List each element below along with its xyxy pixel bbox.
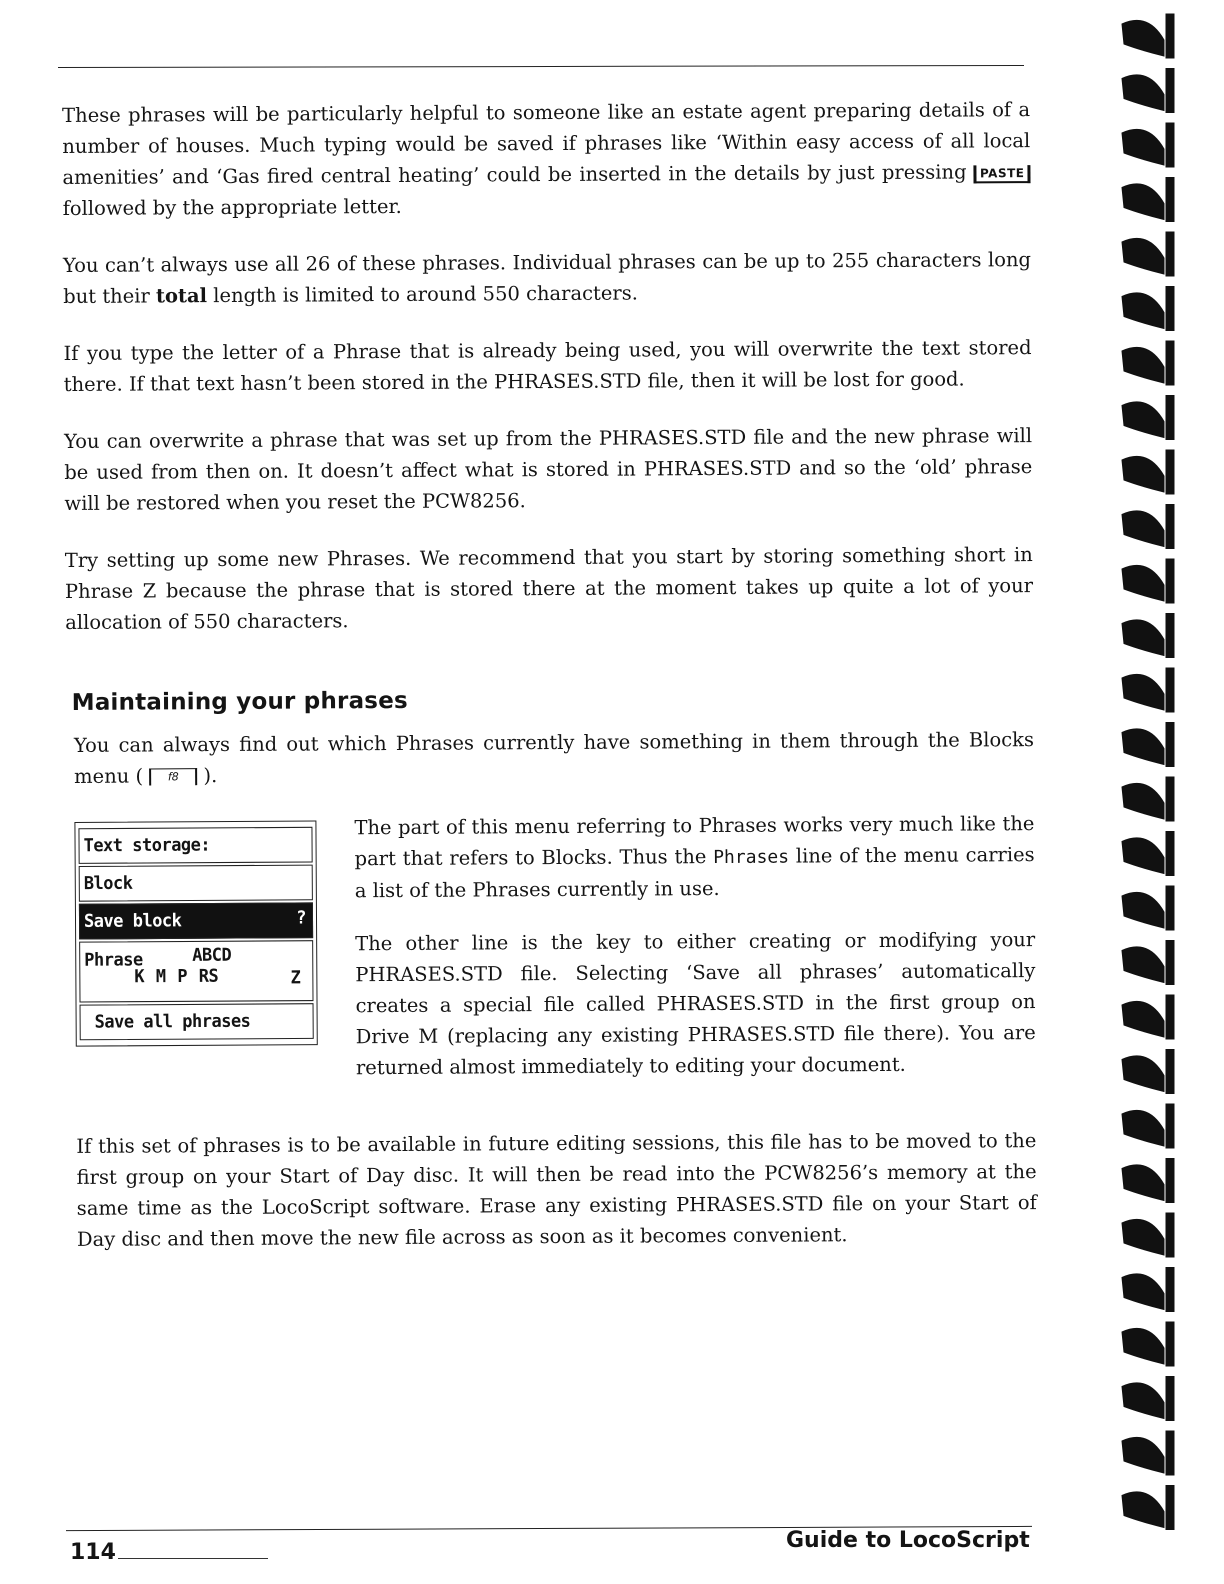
binding-spine [1166,995,1174,1039]
binding-spine [1166,1104,1174,1148]
page-body [62,94,1037,1281]
binding-ring [1122,1437,1164,1473]
binding-spine [1166,559,1174,603]
binding-spine [1166,178,1174,222]
binding-spine [1166,1431,1174,1475]
binding-ring [1122,1110,1164,1146]
paragraph-phrases-line: The part of this menu referring to Phrases works very much like the part that refers to Blocks. Thus the Phrases line of the menu carries a list of the Phrases currently in use. [354,812,1035,903]
binding-ring [1122,565,1164,601]
binding-ring [1122,1492,1164,1528]
blocks-menu-screenshot [74,820,317,1046]
paragraph-phrase-limits: You can’t always use all 26 of these phrases. Individual phrases can be up to 255 characters long but their total length is limited to around 550 characters. [62,248,1032,308]
binding-ring [1122,1383,1164,1419]
paragraph-save-all: The other line is the key to either creating or modifying your PHRASES.STD file. Selecting ‘Save all phrases’ automatically creates a special file called PHRASES.STD in the first group on Drive M (replacing any existing PHRASES.STD file there). You are returned almost immediately to editing your document. [355,928,1036,1080]
binding-ring [1122,838,1164,874]
paste-key-icon: PASTE [974,165,1031,183]
binding-ring [1122,947,1164,983]
binding-ring [1122,729,1164,765]
section-heading: Maintaining your phrases [71,687,408,716]
binding-ring [1122,293,1164,329]
binding-spine [1166,777,1174,821]
binding-spine [1166,1486,1174,1530]
binding-spine [1166,232,1174,276]
binding-ring [1122,238,1164,274]
binding-spine [1166,941,1174,985]
binding-ring [1122,402,1164,438]
menu-item-block: Block [79,865,313,902]
binding-ring [1122,1056,1164,1092]
binding-ring [1122,1001,1164,1037]
binding-ring [1122,1165,1164,1201]
menu-item-save-all-phrases: Save all phrases [80,1003,314,1040]
binding-spine [1166,886,1174,930]
paragraph-overwrite-warning: If you type the letter of a Phrase that is already being used, you will overwrite the text stored there. If that text hasn’t been stored in the PHRASES.STD file, then it will be lost for good. [63,336,1032,396]
paragraph-closing: If this set of phrases is to be available in future editing sessions, this file has to be moved to the first group on your Start of Day disc. It will then be read into the PCW8256’s memory at the same time as the LocoScript software. Erase any existing PHRASES.STD file on your Start of Day disc and then move the new file across as soon as it becomes convenient. [76,1129,1037,1251]
binding-spine [1166,1377,1174,1421]
paragraph-overwrite-std: You can overwrite a phrase that was set up from the PHRASES.STD file and the new phrase will be used from then on. It doesn’t affect what is stored in PHRASES.STD and so the ‘old’ phrase will be restored when you reset the PCW8256. [64,424,1033,515]
binding-spine [1166,668,1174,712]
binding-spine [1166,505,1174,549]
menu-item-save-block: Save block ? [79,902,313,939]
binding-ring [1122,511,1164,547]
binding-ring [1122,20,1164,56]
menu-title-text-storage: Text storage: [78,827,312,864]
binding-spine [1166,69,1174,113]
menu-illustration-row [74,808,1036,1107]
binding-spine [1166,1050,1174,1094]
book-title: Guide to LocoScript [786,1528,1030,1553]
binding-spine [1166,287,1174,331]
binding-spine [1166,450,1174,494]
binding-ring [1122,620,1164,656]
binding-ring [1122,892,1164,928]
binding-ring [1122,75,1164,111]
page-number: 114 [70,1540,116,1565]
binding-ring [1122,674,1164,710]
binding-spine [1166,1213,1174,1257]
binding-spine [1166,832,1174,876]
binding-spine [1166,123,1174,167]
menu-explanation [354,808,1036,1105]
binding-spine [1166,1268,1174,1312]
binding-ring [1122,1219,1164,1255]
binding-spine [1166,614,1174,658]
binding-spine [1166,1322,1174,1366]
binding-spine [1166,396,1174,440]
section-intro: You can always find out which Phrases currently have something in them through the Blocks menu ( f8 ). [73,728,1034,788]
binding-spine [1166,14,1174,58]
binding-ring [1122,1274,1164,1310]
binding-ring [1122,783,1164,819]
page-number-rule [118,1558,268,1559]
menu-item-phrase: Phrase ABCD K M P RS Z [79,940,313,1002]
paragraph-estate-agent: These phrases will be particularly helpful to someone like an estate agent preparing details of a number of houses. Much typing would be saved if phrases like ‘Within easy access of all local amenities’ and ‘Gas fired central heating’ could be inserted in the details by just pressing PASTE followed by the appropriate letter. [62,98,1031,220]
binding-ring [1122,184,1164,220]
binding-ring [1122,456,1164,492]
f8-key-icon: f8 [149,768,197,785]
header-rule [58,65,1024,68]
binding-ring [1122,129,1164,165]
binding-ring [1122,1328,1164,1364]
spiral-binding-icon [1114,0,1184,1584]
binding-spine [1166,723,1174,767]
binding-ring [1122,347,1164,383]
binding-spine [1166,1159,1174,1203]
paragraph-try-setting: Try setting up some new Phrases. We recommend that you start by storing something short in Phrase Z because the phrase that is stored there at the moment takes up quite a lot of your allocation of 550 characters. [64,543,1034,634]
binding-spine [1166,341,1174,385]
